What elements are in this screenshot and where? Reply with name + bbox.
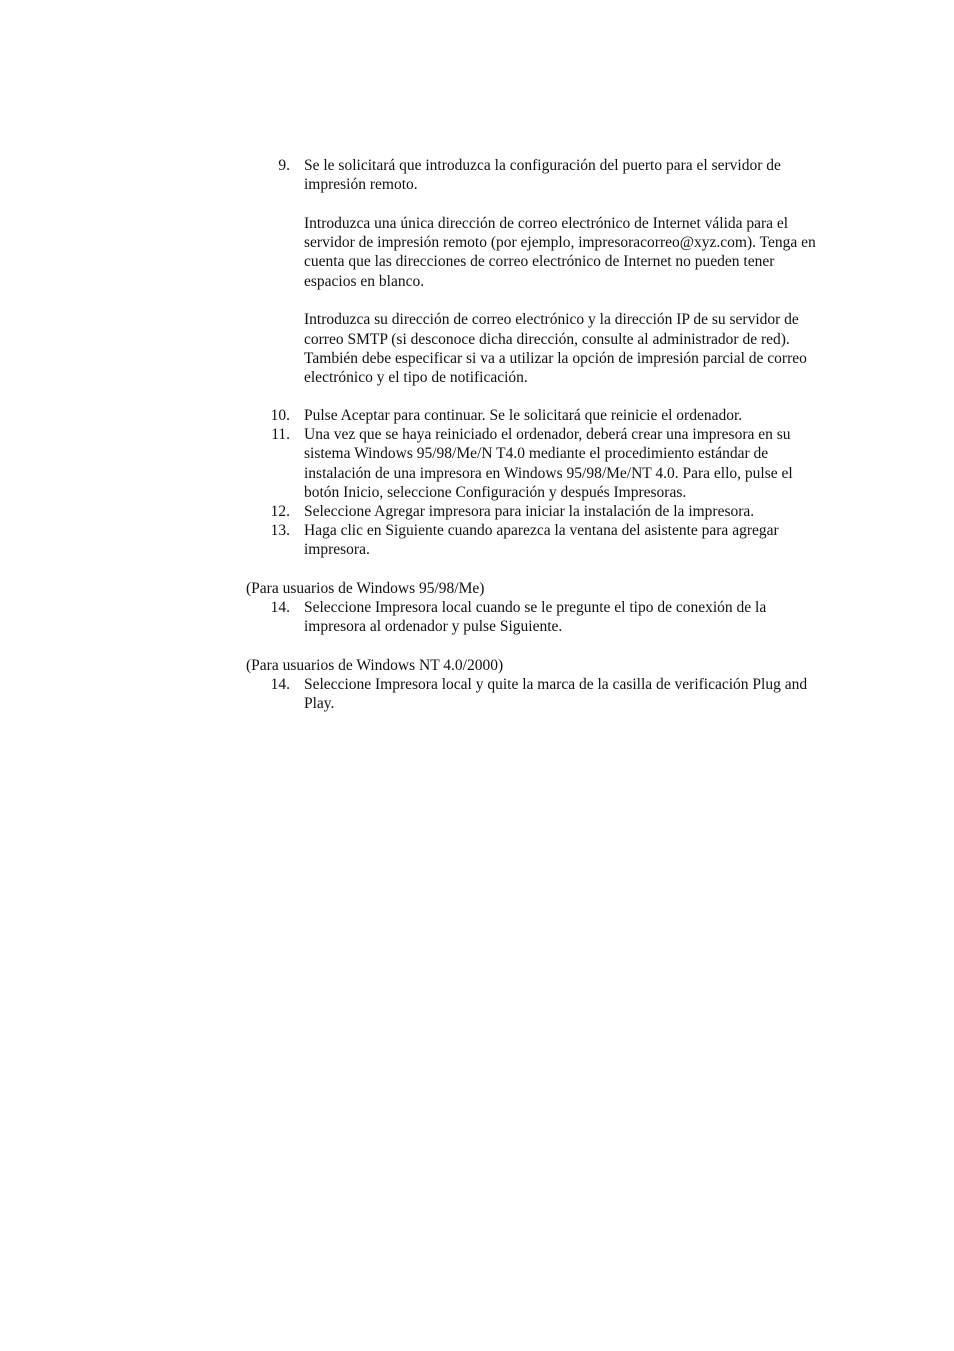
step-9-paragraph-1: Se le solicitará que introduzca la configuración del puerto para el servidor de impresión remoto. (304, 157, 781, 194)
step-body (304, 156, 826, 388)
step-body: Seleccione Impresora local y quite la marca de la casilla de verificación Plug and Play. (304, 676, 808, 713)
step-number: 13. (270, 522, 290, 539)
step-12 (246, 502, 826, 521)
step-13 (246, 521, 826, 560)
step-number: 11. (271, 426, 290, 443)
step-number: 14. (270, 676, 290, 693)
step-10 (246, 406, 826, 425)
step-14-winnt (246, 675, 826, 714)
step-number: 14. (270, 599, 290, 616)
step-body: Haga clic en Siguiente cuando aparezca la ventana del asistente para agregar impresora. (304, 522, 779, 559)
step-number: 10. (270, 407, 290, 424)
step-9 (246, 156, 826, 388)
step-body: Seleccione Agregar impresora para iniciar la instalación de la impresora. (304, 503, 755, 520)
step-body: Una vez que se haya reiniciado el ordenador, deberá crear una impresora en su sistema Windows 95/98/Me/N T4.0 mediante el procedimiento estándar de instalación de una impresora en Windows 95/98/Me/NT 4.0. Para ello, pulse el botón Inicio, seleccione Configuración y después Impresoras. (304, 426, 793, 501)
section-label-winnt: (Para usuarios de Windows NT 4.0/2000) (246, 657, 504, 674)
step-body: Pulse Aceptar para continuar. Se le solicitará que reinicie el ordenador. (304, 407, 743, 424)
step-11 (246, 425, 826, 502)
step-14-win9x (246, 598, 826, 637)
step-9-paragraph-2: Introduzca una única dirección de correo electrónico de Internet válida para el servidor de impresión remoto (por ejemplo, impresoracorreo@xyz.com). Tenga en cuenta que las direcciones de correo electrónico de Internet no pueden tener espacios en blanco. (304, 214, 816, 290)
section-label-win9x: (Para usuarios de Windows 95/98/Me) (246, 580, 485, 597)
step-body: Seleccione Impresora local cuando se le pregunte el tipo de conexión de la impresora al ordenador y pulse Siguiente. (304, 599, 767, 636)
step-number: 9. (278, 157, 290, 174)
step-9-paragraph-3: Introduzca su dirección de correo electrónico y la dirección IP de su servidor de correo SMTP (si desconoce dicha dirección, consulte al administrador de red). También debe especificar si va a utilizar la opción de impresión parcial de correo electrónico y el tipo de notificación. (304, 311, 807, 387)
step-number: 12. (270, 503, 290, 520)
